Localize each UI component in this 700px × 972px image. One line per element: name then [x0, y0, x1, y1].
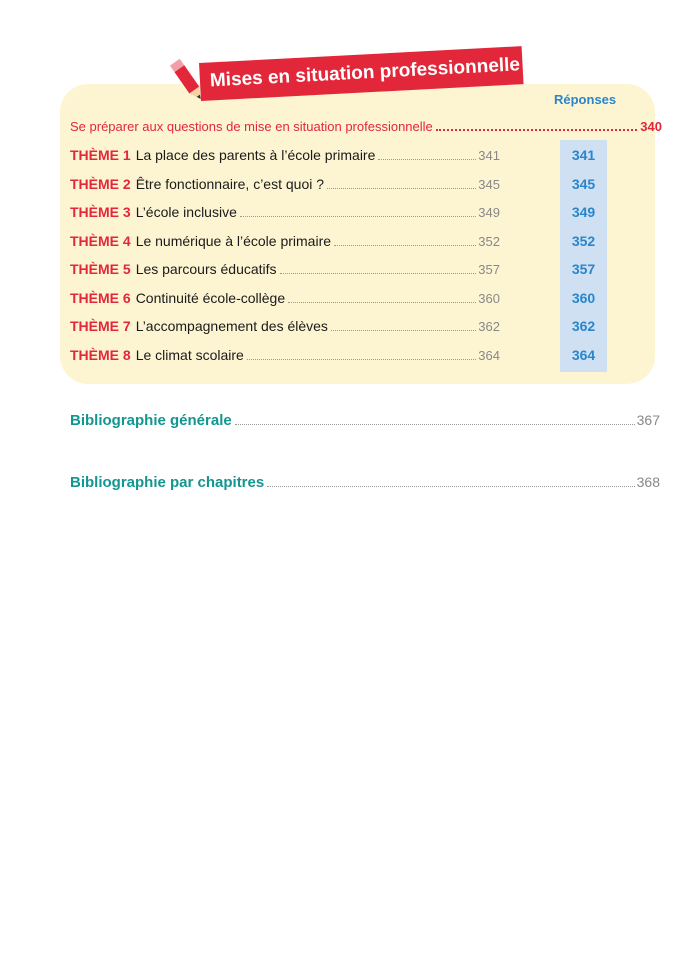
theme-page: 360 [478, 291, 500, 306]
theme-page: 341 [478, 148, 500, 163]
theme-answer-page[interactable]: 345 [571, 176, 596, 192]
theme-answer-page[interactable]: 360 [571, 290, 596, 306]
theme-page: 357 [478, 262, 500, 277]
theme-tag: THÈME 1 [70, 147, 131, 163]
dot-leader [331, 330, 476, 331]
toc-theme-entry[interactable] [70, 318, 500, 335]
theme-label: Être fonctionnaire, c’est quoi ? [135, 176, 325, 192]
dot-leader [240, 216, 476, 217]
theme-page: 364 [478, 348, 500, 363]
dot-leader [288, 302, 476, 303]
theme-page: 352 [478, 234, 500, 249]
toc-intro-page: 340 [640, 119, 662, 134]
toc-bibliography-entry[interactable] [70, 474, 660, 491]
theme-tag: THÈME 3 [70, 204, 131, 220]
theme-label: L’école inclusive [135, 204, 237, 220]
toc-intro-label: Se préparer aux questions de mise en situation professionnelle [70, 119, 433, 134]
answers-column [560, 140, 607, 372]
dot-leader [334, 245, 476, 246]
toc-theme-entry[interactable] [70, 233, 500, 250]
theme-tag: THÈME 8 [70, 347, 131, 363]
dot-leader [280, 273, 477, 274]
answers-header: Réponses [554, 92, 617, 107]
theme-label: La place des parents à l’école primaire [135, 147, 376, 163]
bibliography-label: Bibliographie générale [70, 412, 232, 429]
theme-answer-page[interactable]: 341 [571, 147, 596, 163]
dot-leader [378, 159, 476, 160]
toc-theme-entry[interactable] [70, 204, 500, 221]
theme-answer-page[interactable]: 362 [571, 318, 596, 334]
theme-label: Les parcours éducatifs [135, 261, 277, 277]
dot-leader [267, 486, 634, 487]
theme-label: L’accompagnement des élèves [135, 318, 328, 334]
dot-leader [327, 188, 476, 189]
theme-label: Le climat scolaire [135, 347, 244, 363]
theme-answer-page[interactable]: 357 [571, 261, 596, 277]
theme-tag: THÈME 2 [70, 176, 131, 192]
theme-answer-page[interactable]: 364 [571, 347, 596, 363]
bibliography-label: Bibliographie par chapitres [70, 474, 265, 491]
theme-tag: THÈME 4 [70, 233, 131, 249]
theme-page: 349 [478, 205, 500, 220]
theme-label: Continuité école-collège [135, 290, 286, 306]
toc-intro-entry[interactable] [70, 119, 662, 134]
theme-label: Le numérique à l’école primaire [135, 233, 332, 249]
dot-leader [247, 359, 476, 360]
theme-page: 345 [478, 177, 500, 192]
theme-answer-page[interactable]: 352 [571, 233, 596, 249]
toc-theme-entry[interactable] [70, 290, 500, 307]
theme-tag: THÈME 7 [70, 318, 131, 334]
toc-theme-entry[interactable] [70, 347, 500, 364]
toc-theme-entry[interactable] [70, 147, 500, 164]
bibliography-page: 368 [636, 474, 660, 490]
theme-answer-page[interactable]: 349 [571, 204, 596, 220]
toc-theme-entry[interactable] [70, 176, 500, 193]
dot-leader [436, 129, 638, 131]
theme-tag: THÈME 6 [70, 290, 131, 306]
theme-page: 362 [478, 319, 500, 334]
toc-theme-entry[interactable] [70, 261, 500, 278]
toc-bibliography-entry[interactable] [70, 412, 660, 429]
section-title-banner: Mises en situation professionnelle [199, 46, 524, 101]
dot-leader [235, 424, 635, 425]
theme-tag: THÈME 5 [70, 261, 131, 277]
bibliography-page: 367 [636, 412, 660, 428]
